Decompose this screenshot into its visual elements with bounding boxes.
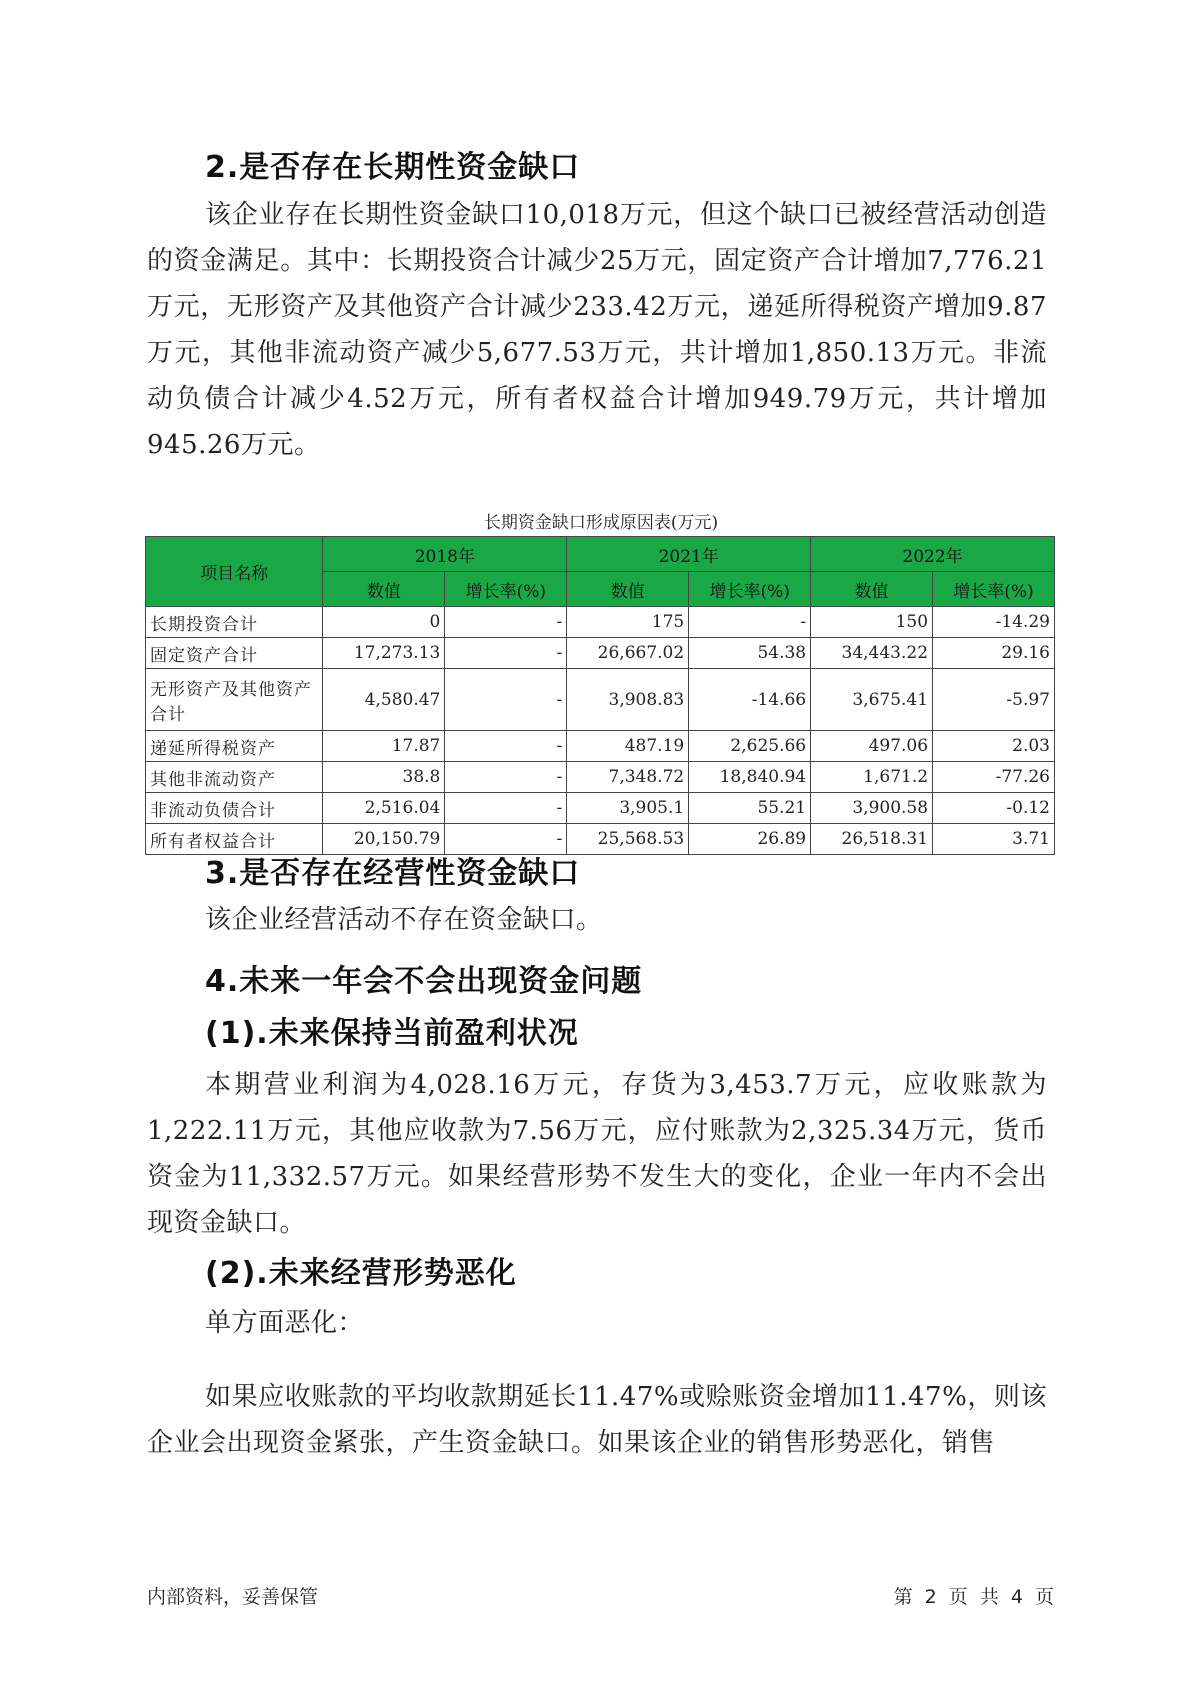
cell-value-2022: 497.06	[811, 731, 933, 762]
table-row	[146, 607, 1055, 638]
cell-value-2021: 487.19	[567, 731, 689, 762]
table-row	[146, 731, 1055, 762]
section-heading-long-term-gap: 2.是否存在长期性资金缺口	[205, 150, 581, 185]
header-growth-2022: 增长率(%)	[933, 572, 1055, 607]
cell-row-name: 非流动负债合计	[146, 793, 323, 824]
cell-growth-2021: 54.38	[689, 638, 811, 669]
header-year-2021: 2021年	[567, 537, 811, 572]
cell-row-name: 长期投资合计	[146, 607, 323, 638]
cell-value-2018: 0	[323, 607, 445, 638]
cell-value-2021: 7,348.72	[567, 762, 689, 793]
cell-growth-2018: -	[445, 824, 567, 855]
cell-growth-2022: -5.97	[933, 669, 1055, 731]
cell-growth-2018: -	[445, 731, 567, 762]
paragraph-deterioration-intro: 单方面恶化：	[205, 1308, 365, 1338]
cell-growth-2021: -14.66	[689, 669, 811, 731]
subheading-deterioration: (2).未来经营形势恶化	[205, 1256, 517, 1291]
section-heading-future-funding: 4.未来一年会不会出现资金问题	[205, 964, 643, 999]
subheading-current-profit: (1).未来保持当前盈利状况	[205, 1016, 579, 1051]
cell-value-2018: 17,273.13	[323, 638, 445, 669]
cell-growth-2021: 26.89	[689, 824, 811, 855]
footer-page-number: 第 2 页 共 4 页	[893, 1586, 1054, 1608]
cell-value-2021: 26,667.02	[567, 638, 689, 669]
header-growth-2021: 增长率(%)	[689, 572, 811, 607]
cell-growth-2018: -	[445, 762, 567, 793]
table-row	[146, 669, 1055, 731]
cell-row-name: 无形资产及其他资产合计	[146, 669, 323, 731]
cell-growth-2018: -	[445, 793, 567, 824]
cell-value-2022: 26,518.31	[811, 824, 933, 855]
cell-value-2022: 3,900.58	[811, 793, 933, 824]
cell-growth-2018: -	[445, 607, 567, 638]
paragraph-operating-gap: 该企业经营活动不存在资金缺口。	[205, 905, 603, 935]
cell-growth-2022: -0.12	[933, 793, 1055, 824]
paragraph-long-term-gap: 该企业存在长期性资金缺口10,018万元，但这个缺口已被经营活动创造的资金满足。其中：长期投资合计减少25万元，固定资产合计增加7,776.21万元，无形资产及其他资产合计减少233.42万元，递延所得税资产增加9.87万元，其他非流动资产减少5,677.53万元，共计增加1,850.13万元。非流动负债合计减少4.52万元，所有者权益合计增加949.79万元，共计增加945.26万元。	[147, 200, 1047, 460]
cell-growth-2022: -14.29	[933, 607, 1055, 638]
cell-growth-2022: 29.16	[933, 638, 1055, 669]
table-row	[146, 793, 1055, 824]
section-heading-operating-gap: 3.是否存在经营性资金缺口	[205, 856, 581, 891]
table-row	[146, 638, 1055, 669]
cell-value-2018: 20,150.79	[323, 824, 445, 855]
table-row	[146, 762, 1055, 793]
cell-value-2018: 38.8	[323, 762, 445, 793]
table-body	[146, 607, 1055, 855]
cell-value-2022: 1,671.2	[811, 762, 933, 793]
header-item-name: 项目名称	[146, 537, 323, 607]
cell-growth-2022: -77.26	[933, 762, 1055, 793]
table-caption: 长期资金缺口形成原因表(万元)	[483, 513, 719, 533]
header-growth-2018: 增长率(%)	[445, 572, 567, 607]
cell-value-2021: 175	[567, 607, 689, 638]
footer-confidential-note: 内部资料，妥善保管	[147, 1586, 319, 1608]
cell-value-2022: 3,675.41	[811, 669, 933, 731]
cell-row-name: 其他非流动资产	[146, 762, 323, 793]
cell-growth-2021: 18,840.94	[689, 762, 811, 793]
cell-growth-2022: 3.71	[933, 824, 1055, 855]
cell-growth-2021: -	[689, 607, 811, 638]
cell-row-name: 固定资产合计	[146, 638, 323, 669]
cell-growth-2022: 2.03	[933, 731, 1055, 762]
cell-value-2018: 2,516.04	[323, 793, 445, 824]
cell-value-2018: 17.87	[323, 731, 445, 762]
header-value-2021: 数值	[567, 572, 689, 607]
header-year-2022: 2022年	[811, 537, 1055, 572]
cell-growth-2021: 55.21	[689, 793, 811, 824]
cell-growth-2018: -	[445, 638, 567, 669]
cell-value-2021: 3,908.83	[567, 669, 689, 731]
paragraph-current-profit: 本期营业利润为4,028.16万元，存货为3,453.7万元，应收账款为1,222.11万元，其他应收款为7.56万元，应付账款为2,325.34万元，货币资金为11,332.57万元。如果经营形势不发生大的变化，企业一年内不会出现资金缺口。	[147, 1070, 1047, 1238]
cell-value-2021: 3,905.1	[567, 793, 689, 824]
header-value-2018: 数值	[323, 572, 445, 607]
cell-value-2022: 34,443.22	[811, 638, 933, 669]
header-year-2018: 2018年	[323, 537, 567, 572]
cell-row-name: 递延所得税资产	[146, 731, 323, 762]
cell-value-2021: 25,568.53	[567, 824, 689, 855]
cell-row-name: 所有者权益合计	[146, 824, 323, 855]
long-term-gap-table	[145, 536, 1055, 855]
header-value-2022: 数值	[811, 572, 933, 607]
cell-value-2022: 150	[811, 607, 933, 638]
cell-value-2018: 4,580.47	[323, 669, 445, 731]
cell-growth-2018: -	[445, 669, 567, 731]
cell-growth-2021: 2,625.66	[689, 731, 811, 762]
paragraph-deterioration: 如果应收账款的平均收款期延长11.47%或赊账资金增加11.47%，则该企业会出现资金紧张，产生资金缺口。如果该企业的销售形势恶化，销售	[147, 1382, 1047, 1458]
